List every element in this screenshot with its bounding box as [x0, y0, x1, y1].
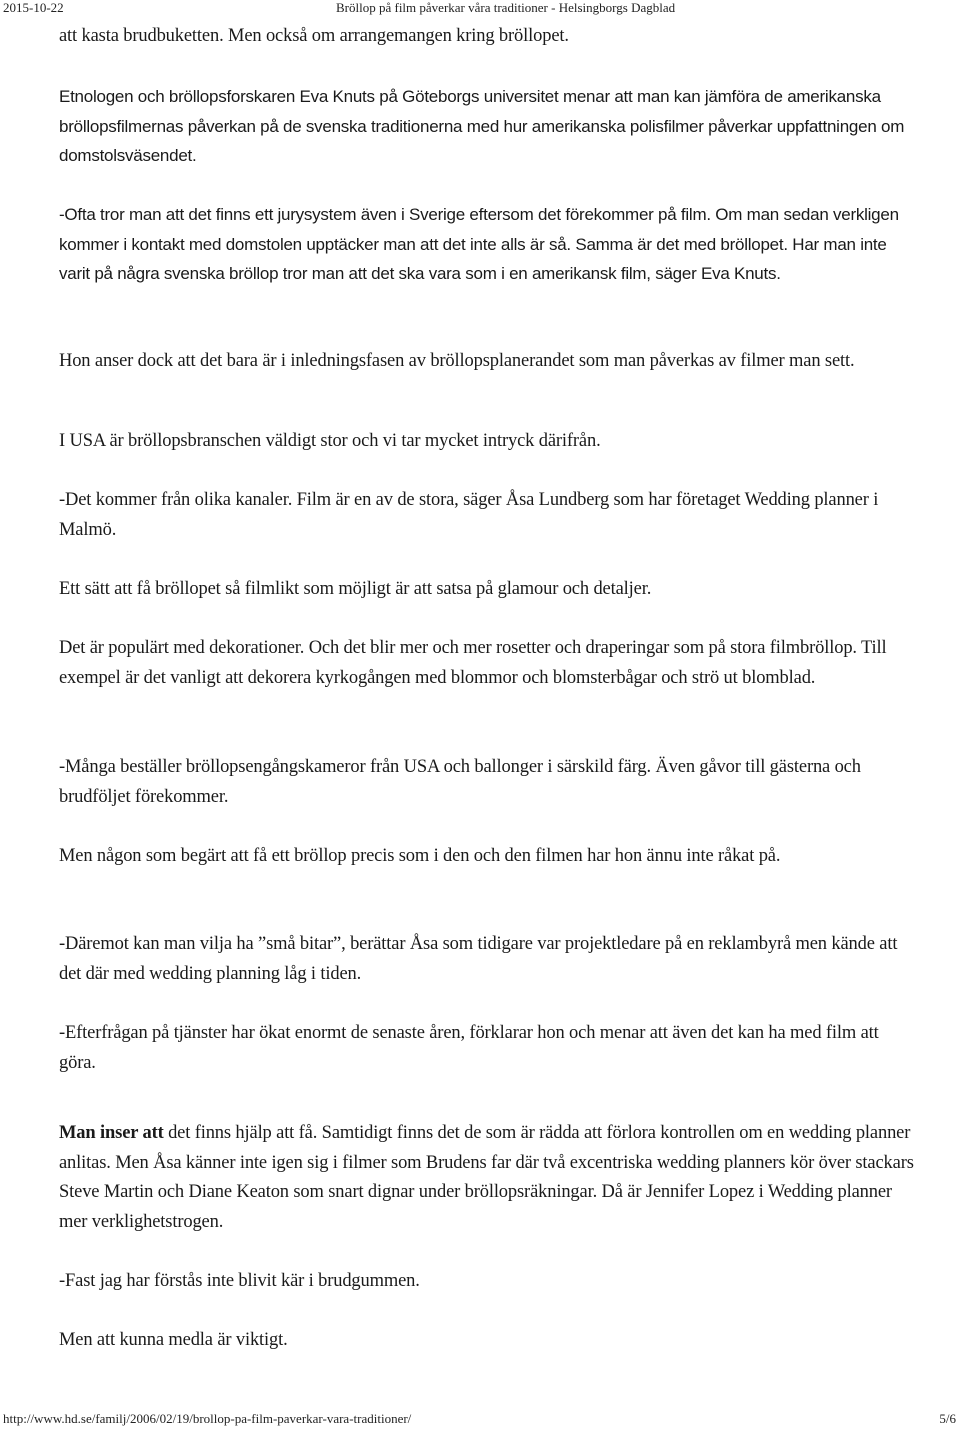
- paragraph-intro-tail: att kasta brudbuketten. Men också om arrangemangen kring bröllopet.: [59, 26, 569, 46]
- paragraph-planning-phase: Hon anser dock att det bara är i inledningsfasen av bröllopsplanerandet som man påverkas av filmer man sett.: [59, 351, 855, 371]
- print-url: http://www.hd.se/familj/2006/02/19/brollop-pa-film-paverkar-vara-traditioner/: [3, 1411, 412, 1426]
- paragraph-help-lead: Man inser att: [59, 1123, 164, 1143]
- paragraph-glamour: Ett sätt att få bröllopet så filmlikt som möjligt är att satsa på glamour och detaljer.: [59, 579, 652, 599]
- paragraph-in-love: -Fast jag har förstås inte blivit kär i brudgummen.: [59, 1271, 420, 1291]
- print-footer: [0, 1411, 960, 1429]
- paragraph-channels: -Det kommer från olika kanaler. Film är en av de stora, säger Åsa Lundberg som har företaget Wedding planner i Malmö.: [59, 490, 879, 540]
- print-page-title: Bröllop på film påverkar våra traditioner - Helsingborgs Dagblad: [336, 0, 676, 15]
- paragraph-ethnologist: Etnologen och bröllopsforskaren Eva Knuts på Göteborgs universitet menar att man kan jämföra de amerikanska bröllopsfilmernas påverkan på de svenska traditionerna med hur amerikanska polisfilmer påverkar uppfattningen om domstolsväsendet.: [59, 87, 905, 165]
- print-header: [0, 0, 960, 18]
- paragraph-help: [59, 1119, 919, 1237]
- paragraph-mediate: Men att kunna medla är viktigt.: [59, 1330, 288, 1350]
- paragraph-cameras: -Många beställer bröllopsengångskameror från USA och ballonger i särskild färg. Även gåvor till gästerna och brudföljet förekommer.: [59, 757, 861, 807]
- print-date: 2015-10-22: [3, 0, 64, 15]
- paragraph-help-rest: det finns hjälp att få. Samtidigt finns det de som är rädda att förlora kontrollen om en wedding planner anlitas. Men Åsa känner inte igen sig i filmer som Brudens far där två excentriska wedding planners kör över stackars Steve Martin och Diane Keaton som snart dignar under bröllopsräkningar. Då är Jennifer Lopez i Wedding planner mer verklighetstrogen.: [59, 1123, 914, 1232]
- paragraph-small-bits: -Däremot kan man vilja ha ”små bitar”, berättar Åsa som tidigare var projektledare på en reklambyrå men kände att det där med wedding planning låg i tiden.: [59, 934, 898, 984]
- print-page-number: 5/6: [939, 1411, 956, 1426]
- paragraph-decorations: Det är populärt med dekorationer. Och det blir mer och mer rosetter och draperingar som på stora filmbröllop. Till exempel är det vanligt att dekorera kyrkogången med blommor och blomsterbågar och strö ut blomblad.: [59, 638, 887, 688]
- paragraph-demand: -Efterfrågan på tjänster har ökat enormt de senaste åren, förklarar hon och menar att även det kan ha med film att göra.: [59, 1023, 879, 1073]
- paragraph-usa-industry: I USA är bröllopsbranschen väldigt stor och vi tar mycket intryck därifrån.: [59, 431, 601, 451]
- paragraph-nobody-yet: Men någon som begärt att få ett bröllop precis som i den och den filmen har hon ännu inte råkat på.: [59, 846, 781, 866]
- paragraph-jury: -Ofta tror man att det finns ett jurysystem även i Sverige eftersom det förekommer på film. Om man sedan verkligen kommer i kontakt med domstolen upptäcker man att det inte alls är så. Samma är det med bröllopet. Har man inte varit på några svenska bröllop tror man att det ska vara som i en amerikansk film, säger Eva Knuts.: [59, 205, 899, 283]
